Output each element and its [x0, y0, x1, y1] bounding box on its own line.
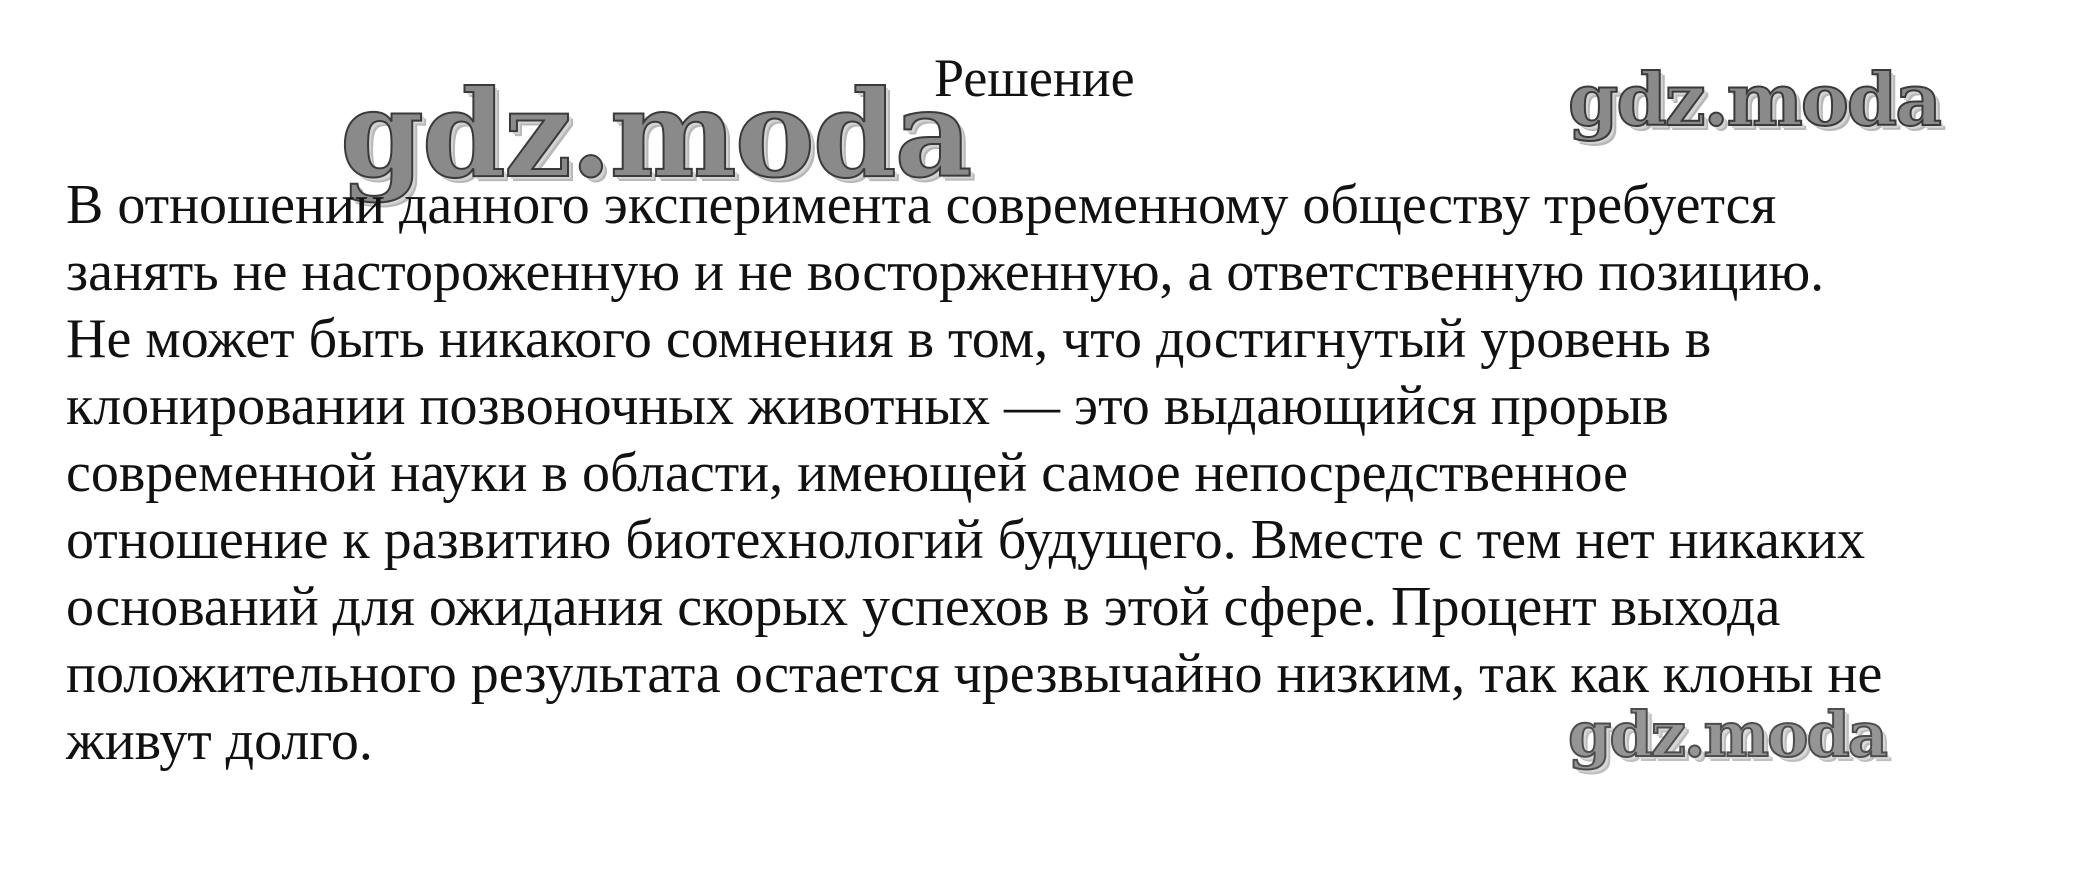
paragraph-line: положительного результата остается чрезвычайно низким, так как клоны не [66, 643, 1883, 705]
watermark-logo-large: gdz.moda [340, 64, 971, 205]
paragraph-line: живут долго. [66, 710, 373, 772]
page-heading: Решение [934, 48, 1135, 108]
paragraph-line: клонировании позвоночных животных — это выдающийся прорыв [66, 375, 1669, 437]
solution-paragraph [66, 172, 1882, 775]
watermark-logo-bottom: gdz.moda [1568, 698, 1886, 771]
paragraph-line: Не может быть никакого сомнения в том, что достигнутый уровень в [66, 308, 1712, 370]
paragraph-line: В отношении данного эксперимента современному обществу требуется [66, 174, 1777, 236]
paragraph-line: современной науки в области, имеющей самое непосредственное [66, 442, 1628, 504]
paragraph-line: занять не настороженную и не восторженную, а ответственную позицию. [66, 241, 1825, 303]
paragraph-line: оснований для ожидания скорых успехов в этой сфере. Процент выхода [66, 576, 1781, 638]
paragraph-line: отношение к развитию биотехнологий будущего. Вместе с тем нет никаких [66, 509, 1866, 571]
watermark-logo-top-right: gdz.moda [1568, 57, 1940, 142]
